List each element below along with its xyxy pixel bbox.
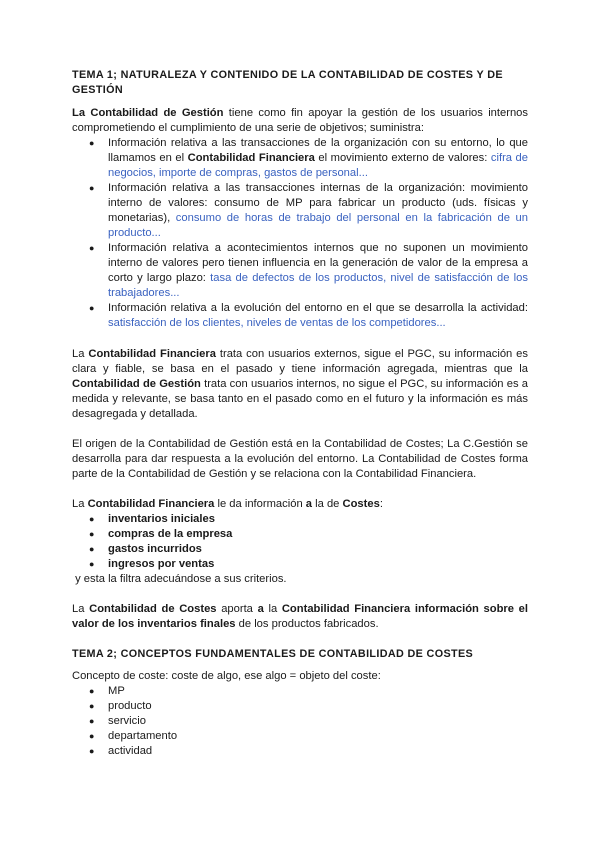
list-item: ● MP [89,685,125,697]
bullet-icon: ● [89,183,95,193]
tema2-intro: Concepto de coste: coste de algo, ese algo = objeto del coste: [72,670,381,682]
list-item: ● Información relativa a la evolución del entorno en el que se desarrolla la actividad: satisfacción de los clientes, niveles de ventas de los competidores... [89,302,528,329]
list-item: ● actividad [89,745,153,757]
costes-list [72,512,528,572]
para-info: La Contabilidad Financiera le da información a la de Costes: [72,498,383,510]
para-origen: El origen de la Contabilidad de Gestión está en la Contabilidad de Costes; La C.Gestión se desarrolla para dar respuesta a la evolución del entorno. La Contabilidad de Costes forma parte de la Contabilidad de Gestión y se relaciona con la Contabilidad Financiera. [72,438,528,480]
example-text: satisfacción de los clientes, niveles de ventas de los competidores... [108,317,446,329]
para-financiera: La Contabilidad Financiera trata con usuarios externos, sigue el PGC, su información es clara y fiable, se basa en el pasado y tiene información agregada, mientras que la Contabilidad de Gestión trata con usuarios internos, no sigue el PGC, su información es a medida y relevante, se basa tanto en el pasado como en el futuro y la información es más desagregada y detallada. [72,348,528,420]
bullet-icon: ● [89,559,95,569]
bullet-icon: ● [89,746,95,756]
intro-term: La Contabilidad de Gestión [72,107,224,119]
bullet-icon: ● [89,731,95,741]
bullet-icon: ● [89,243,95,253]
list-item: ● compras de la empresa [89,528,233,540]
bullet-icon: ● [89,701,95,711]
list-item: ● producto [89,700,152,712]
tema1-intro [72,106,528,136]
tema2-list [72,684,528,759]
list-item: ● Información relativa a las transacciones internas de la organización: movimiento interno de valores: consumo de MP para fabricar un producto (uds. físicas y monetarias), consumo de horas de trabajo del personal en la fabricación de un producto... [89,182,528,239]
tema1-title: TEMA 1; NATURALEZA Y CONTENIDO DE LA CONTABILIDAD DE COSTES Y DE GESTIÓN [72,69,503,96]
para-aporta: La Contabilidad de Costes aporta a la Contabilidad Financiera información sobre el valor de los inventarios finales de los productos fabricados. [72,603,528,630]
bullet-icon: ● [89,544,95,554]
list-item: ● Información relativa a acontecimientos internos que no suponen un movimiento interno de valores pero tienen influencia en la generación de valor de la empresa a corto y largo plazo: tasa de defectos de los productos, nivel de satisfacción de los trabajadores... [89,242,528,299]
bullet-icon: ● [89,529,95,539]
list-item: ● departamento [89,730,178,742]
after-list-text: y esta la filtra adecuándose a sus criterios. [72,573,287,585]
list-item: ● Información relativa a las transacciones de la organización con su entorno, lo que llamamos en el Contabilidad Financiera el movimiento externo de valores: cifra de negocios, importe de compras, gastos de personal... [89,137,528,179]
tema2-title: TEMA 2; CONCEPTOS FUNDAMENTALES DE CONTABILIDAD DE COSTES [72,648,474,660]
bullet-icon: ● [89,686,95,696]
example-text: tasa de defectos de los productos, nivel de satisfacción de los trabajadores... [108,272,528,299]
example-text: consumo de horas de trabajo del personal en la fabricación de un producto... [108,212,528,239]
tema1-bullet-list [72,136,528,331]
intro-text: tiene como fin apoyar la gestión de los usuarios internos comprometiendo el cumplimiento de una serie de objetivos; suministra: [72,107,528,134]
list-item: ● inventarios iniciales [89,513,215,525]
example-text: cifra de negocios, importe de compras, gastos de personal... [108,152,528,179]
bullet-icon: ● [89,303,95,313]
bullet-icon: ● [89,138,95,148]
bullet-icon: ● [89,514,95,524]
bullet-icon: ● [89,716,95,726]
list-item: ● ingresos por ventas [89,558,215,570]
list-item: ● gastos incurridos [89,543,202,555]
list-item: ● servicio [89,715,146,727]
